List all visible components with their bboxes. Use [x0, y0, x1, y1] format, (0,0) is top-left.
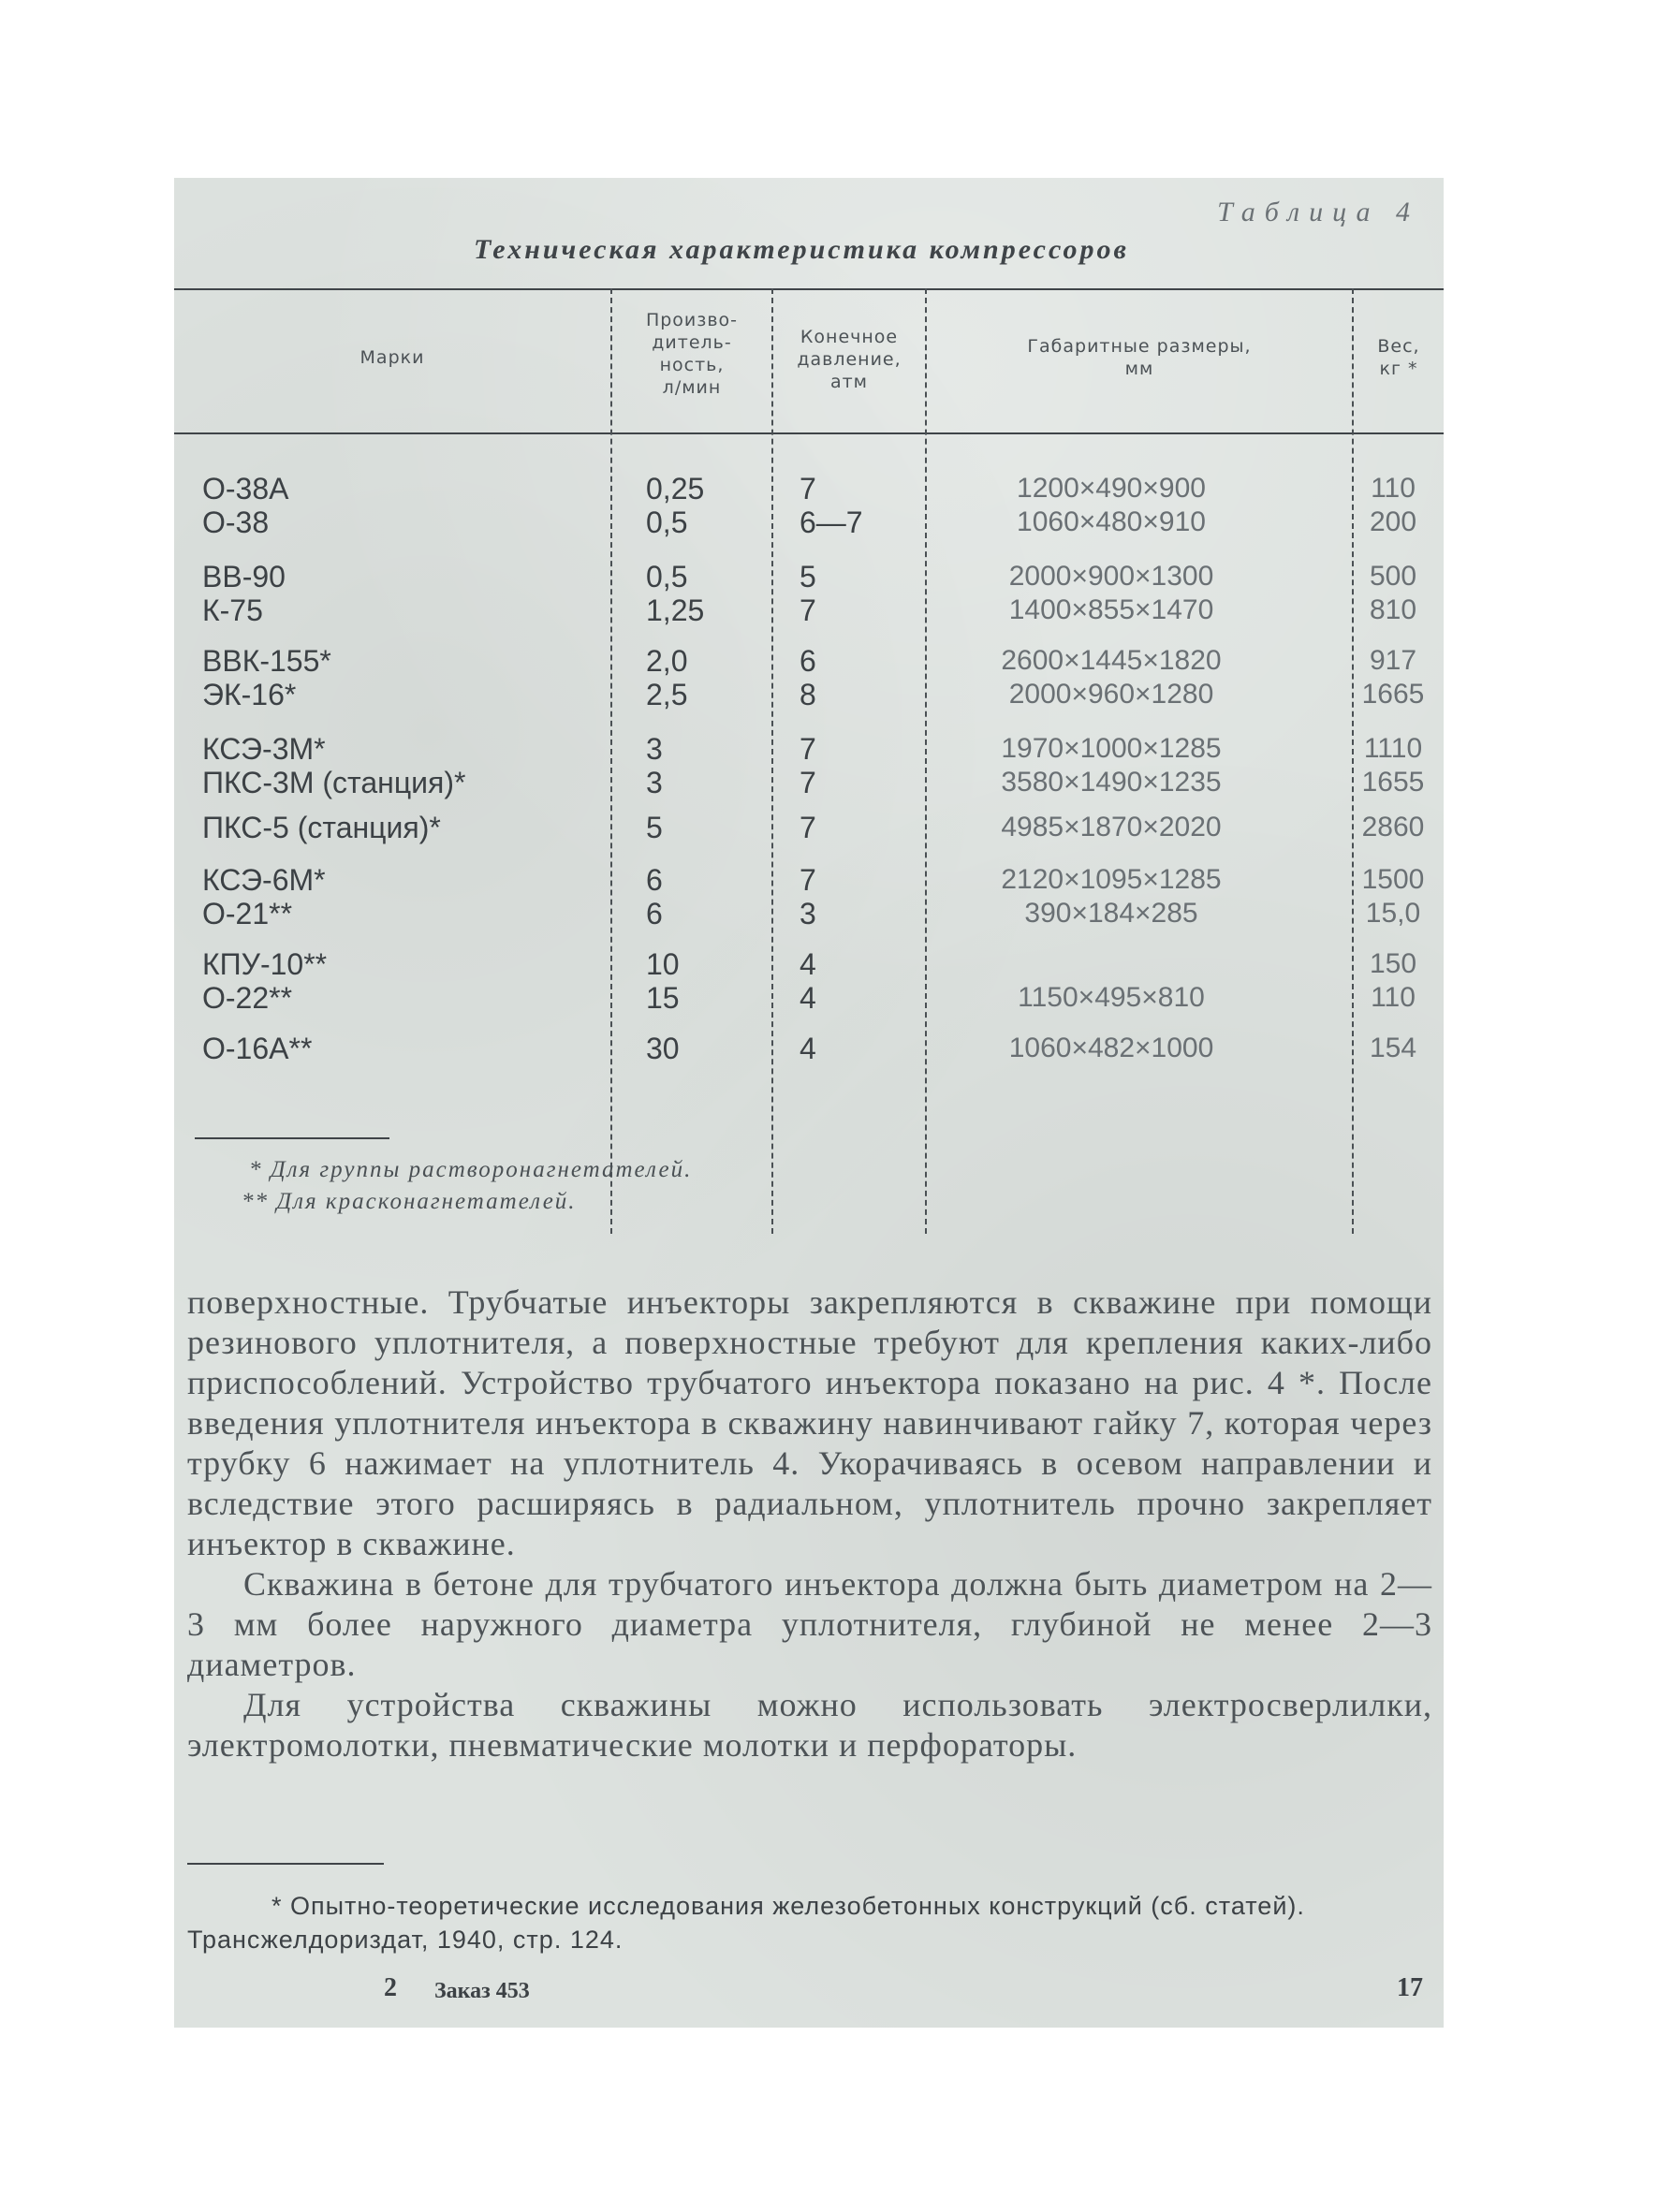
col-sep-4 — [1352, 288, 1354, 1234]
table-note-2: ** Для красконагнетателей. — [242, 1189, 577, 1214]
cell-pressure: 7 — [800, 766, 816, 799]
cell-brand: О-16А** — [202, 1032, 313, 1065]
cell-mass: 110 — [1371, 982, 1416, 1013]
footnote: * Опытно-теоретические исследования железобетонных конструкций (сб. статей). Трансжелдориздат, 1940, стр. 124. — [187, 1892, 1305, 1954]
page-number: 17 — [1397, 1973, 1423, 2002]
cell-dimensions: 2600×1445×1820 — [1001, 645, 1222, 676]
cell-pressure: 4 — [800, 981, 816, 1015]
cell-dimensions: 1150×495×810 — [1018, 982, 1205, 1013]
cell-brand: О-38А — [202, 472, 289, 505]
cell-dimensions: 2000×900×1300 — [1008, 561, 1214, 592]
cell-brand: О-21** — [202, 897, 293, 930]
cell-dimensions: 1060×482×1000 — [1008, 1033, 1214, 1063]
cell-pressure: 4 — [800, 1032, 816, 1065]
cell-mass: 150 — [1369, 948, 1417, 979]
cell-dimensions: 1970×1000×1285 — [1001, 733, 1222, 764]
cell-mass: 2860 — [1361, 812, 1425, 842]
cell-productivity: 1,25 — [646, 593, 705, 627]
cell-dimensions: 390×184×285 — [1024, 898, 1198, 929]
cell-pressure: 5 — [800, 560, 816, 593]
cell-productivity: 0,25 — [646, 472, 705, 505]
cell-productivity: 0,5 — [646, 560, 688, 593]
cell-productivity: 10 — [646, 947, 680, 981]
cell-productivity: 2,5 — [646, 678, 688, 711]
header-productivity: Произво- дитель- ность, л/мин — [645, 310, 739, 398]
cell-dimensions: 1400×855×1470 — [1008, 594, 1214, 625]
cell-brand: КСЭ-3М* — [202, 732, 326, 766]
cell-pressure: 3 — [800, 897, 816, 930]
cell-brand: О-22** — [202, 981, 293, 1015]
cell-pressure: 8 — [800, 678, 816, 711]
cell-mass: 154 — [1369, 1033, 1417, 1063]
header-brand: Марки — [359, 347, 425, 368]
cell-productivity: 30 — [646, 1032, 680, 1065]
cell-mass: 200 — [1369, 506, 1417, 537]
cell-productivity: 0,5 — [646, 505, 688, 539]
cell-brand: ПКС-5 (станция)* — [202, 811, 441, 844]
table-notes-rule — [195, 1137, 389, 1139]
cell-pressure: 7 — [800, 863, 816, 897]
cell-mass: 1655 — [1361, 767, 1425, 798]
cell-brand: КПУ-10** — [202, 947, 328, 981]
cell-mass: 15,0 — [1365, 898, 1421, 929]
cell-mass: 500 — [1369, 561, 1417, 592]
signature-mark: 2 — [384, 1973, 397, 2002]
paragraph-3: Для устройства скважины можно использовать электросверлилки, электромолотки, пневматические молотки и перфораторы. — [187, 1686, 1432, 1764]
cell-pressure: 7 — [800, 593, 816, 627]
cell-brand: КСЭ-6М* — [202, 863, 326, 897]
footnote-rule — [187, 1863, 384, 1865]
cell-productivity: 3 — [646, 766, 663, 799]
cell-pressure: 7 — [800, 472, 816, 505]
cell-brand: ЭК-16* — [202, 678, 297, 711]
body-text — [187, 1282, 1432, 1765]
cell-brand: ВВК-155* — [202, 644, 331, 678]
cell-pressure: 4 — [800, 947, 816, 981]
header-mass: Вес, кг * — [1377, 336, 1420, 379]
cell-productivity: 2,0 — [646, 644, 688, 678]
book-page — [174, 178, 1444, 2028]
cell-mass: 917 — [1369, 645, 1417, 676]
cell-pressure: 7 — [800, 732, 816, 766]
paragraph-2: Скважина в бетоне для трубчатого инъектора должна быть диаметром на 2—3 мм более наружного диаметра уплотнителя, глубиной не менее 2—3 диаметров. — [187, 1565, 1432, 1683]
cell-dimensions: 4985×1870×2020 — [1001, 812, 1222, 842]
cell-productivity: 5 — [646, 811, 663, 844]
cell-dimensions: 3580×1490×1235 — [1001, 767, 1222, 798]
cell-dimensions: 1200×490×900 — [1017, 473, 1206, 504]
table-header-rule — [174, 432, 1444, 434]
cell-mass: 810 — [1369, 594, 1417, 625]
cell-brand: ПКС-3М (станция)* — [202, 766, 466, 799]
cell-dimensions: 2000×960×1280 — [1008, 679, 1214, 710]
cell-mass: 1665 — [1361, 679, 1425, 710]
cell-dimensions: 2120×1095×1285 — [1001, 864, 1222, 895]
table-top-rule — [174, 288, 1444, 290]
col-sep-1 — [610, 288, 612, 1234]
cell-mass: 110 — [1371, 473, 1416, 504]
cell-brand: О-38 — [202, 505, 270, 539]
cell-productivity: 6 — [646, 863, 663, 897]
table-number: Таблица 4 — [1217, 197, 1419, 227]
header-dimensions: Габаритные размеры, мм — [1027, 336, 1252, 379]
cell-productivity: 15 — [646, 981, 680, 1015]
cell-pressure: 7 — [800, 811, 816, 844]
table-note-1: * Для группы растворонагнетателей. — [249, 1157, 693, 1182]
cell-productivity: 6 — [646, 897, 663, 930]
cell-pressure: 6—7 — [800, 505, 863, 539]
col-sep-2 — [771, 288, 773, 1234]
cell-dimensions: 1060×480×910 — [1017, 506, 1206, 537]
cell-brand: ВВ-90 — [202, 560, 286, 593]
order-number: Заказ 453 — [434, 1979, 530, 2003]
cell-mass: 1110 — [1363, 733, 1423, 764]
cell-productivity: 3 — [646, 732, 663, 766]
paragraph-1: поверхностные. Трубчатые инъекторы закрепляются в скважине при помощи резинового уплотнителя, а поверхностные требуют для крепления каких-либо приспособлений. Устройство трубчатого инъектора показано на рис. 4 *. После введения уплотнителя инъектора в скважину навинчивают гайку 7, которая через трубку 6 нажимает на уплотнитель 4. Укорачиваясь в осевом направлении и вследствие этого расширяясь в радиальном, уплотнитель прочно закрепляет инъектор в скважине. — [187, 1283, 1432, 1562]
table-title: Техническая характеристика компрессоров — [474, 234, 1129, 265]
header-pressure: Конечное давление, атм — [797, 327, 902, 392]
cell-mass: 1500 — [1361, 864, 1425, 895]
cell-pressure: 6 — [800, 644, 816, 678]
col-sep-3 — [925, 288, 927, 1234]
cell-brand: К-75 — [202, 593, 263, 627]
